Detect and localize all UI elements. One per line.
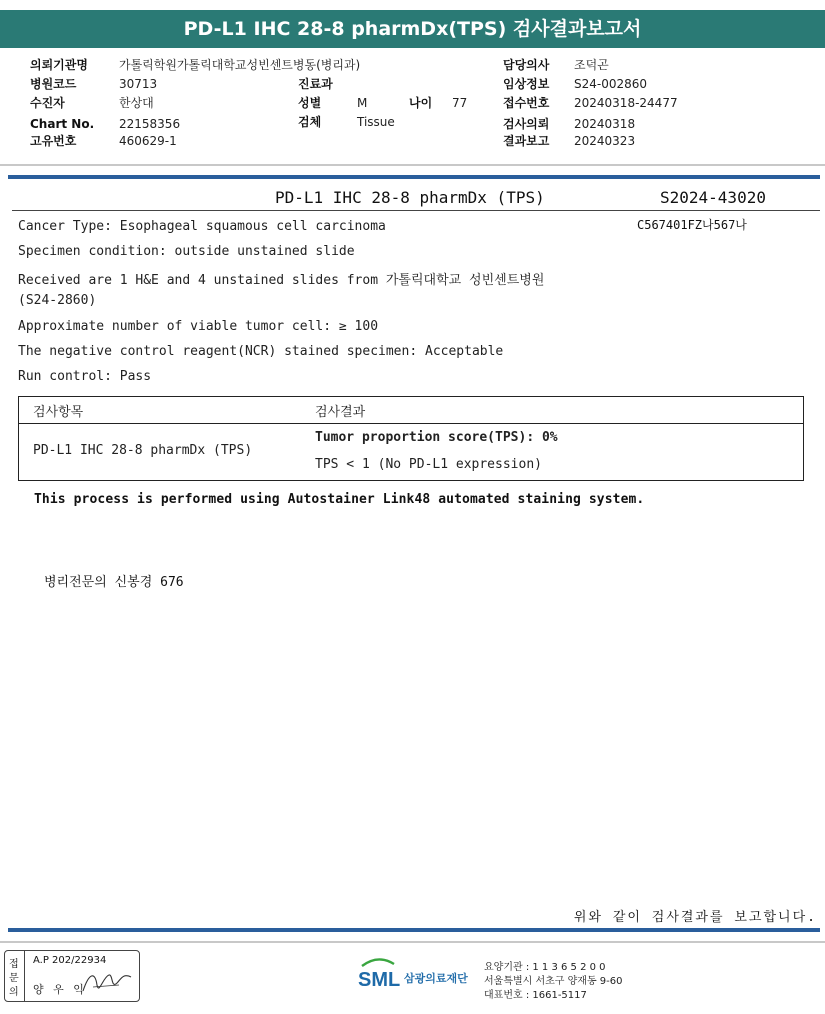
result-table-header-item: 검사항목 (33, 405, 84, 420)
hospital-code-value: 30713 (119, 77, 158, 91)
institution-label: 의뢰기관명 (30, 58, 88, 72)
receipt-label: 접수번호 (503, 96, 550, 110)
institution-code: 요양기관 : 1 1 3 6 5 2 0 0 (484, 962, 606, 973)
closing-statement: 위와 같이 검사결과를 보고합니다. (573, 910, 817, 925)
specimen-label: 검체 (298, 115, 322, 129)
hospital-code-label: 병원코드 (30, 77, 77, 91)
bottom-blue-rule (8, 928, 820, 932)
report-test-name: PD-L1 IHC 28-8 pharmDx (TPS) (275, 188, 545, 207)
sml-logo (358, 956, 478, 996)
pathologist-signature: 병리전문의 신봉경 676 (44, 575, 184, 590)
institution-value: 가톨릭학원가톨릭대학교성빈센트병동(병리과) (119, 58, 361, 72)
recipient-value: 한상대 (119, 96, 154, 110)
report-title-bar: PD-L1 IHC 28-8 pharmDx(TPS) 검사결과보고서 (0, 10, 825, 48)
clinical-label: 임상정보 (503, 77, 550, 91)
result-table-item: PD-L1 IHC 28-8 pharmDx (TPS) (33, 443, 253, 458)
received-line: Received are 1 H&E and 4 unstained slides from 가톨릭대학교 성빈센트병원 (18, 273, 545, 288)
sex-label: 성별 (298, 96, 322, 110)
run-control-line: Run control: Pass (18, 369, 152, 384)
received-ref-line: (S24-2860) (18, 293, 97, 308)
stamp-char-1: 접 (9, 959, 19, 970)
stamp-name: 양 우 익 (33, 983, 87, 996)
age-value: 77 (452, 96, 468, 110)
logo-swoosh (362, 959, 394, 966)
stamp-char-2: 문 (9, 973, 19, 984)
handwritten-signature (79, 965, 135, 999)
report-header-underline (12, 210, 820, 211)
inquiry-stamp (4, 950, 140, 1002)
request-value: 20240318 (574, 117, 636, 131)
stamp-vertical-label (5, 951, 25, 1001)
specimen-value: Tissue (357, 115, 395, 129)
top-blue-rule (8, 175, 820, 179)
doctor-value: 조덕곤 (574, 58, 609, 72)
doctor-label: 담당의사 (503, 58, 550, 72)
report-date-value: 20240323 (574, 134, 636, 148)
logo-sml-text: SML (358, 969, 401, 991)
ncr-line: The negative control reagent(NCR) stained specimen: Acceptable (18, 344, 504, 359)
result-table (18, 396, 804, 481)
phone-number: 대표번호 : 1661-5117 (484, 990, 587, 1001)
clinical-value: S24-002860 (574, 77, 648, 91)
header-divider (0, 164, 825, 166)
recipient-label: 수진자 (30, 96, 65, 110)
chart-no-value: 22158356 (119, 117, 181, 131)
process-note: This process is performed using Autostainer Link48 automated staining system. (34, 492, 645, 507)
address: 서울특별시 서초구 양재동 9-60 (484, 976, 623, 987)
report-case-code: S2024-43020 (660, 188, 766, 207)
request-label: 검사의뢰 (503, 117, 550, 131)
age-label: 나이 (409, 96, 433, 110)
stamp-ap-number: A.P 202/22934 (33, 955, 107, 966)
chart-no-label: Chart No. (30, 117, 95, 131)
result-table-divider (19, 423, 803, 424)
result-tps-score: Tumor proportion score(TPS): 0% (315, 430, 558, 445)
report-date-label: 결과보고 (503, 134, 550, 148)
department-label: 진료과 (298, 77, 333, 91)
result-tps-interpretation: TPS < 1 (No PD-L1 expression) (315, 457, 542, 472)
receipt-value: 20240318-24477 (574, 96, 678, 110)
viable-tumor-line: Approximate number of viable tumor cell: ≥ 100 (18, 319, 379, 334)
logo-name-text: 삼광의료재단 (404, 972, 468, 985)
sex-value: M (357, 96, 368, 110)
footer-divider (0, 941, 825, 943)
cancer-type-line: Cancer Type: Esophageal squamous cell carcinoma (18, 219, 386, 234)
result-table-header-result: 검사결과 (315, 405, 366, 420)
specimen-condition-line: Specimen condition: outside unstained slide (18, 244, 355, 259)
report-sub-code: C567401FZ나567나 (637, 218, 747, 232)
unique-no-label: 고유번호 (30, 134, 77, 148)
unique-no-value: 460629-1 (119, 134, 177, 148)
stamp-char-3: 의 (9, 987, 19, 998)
